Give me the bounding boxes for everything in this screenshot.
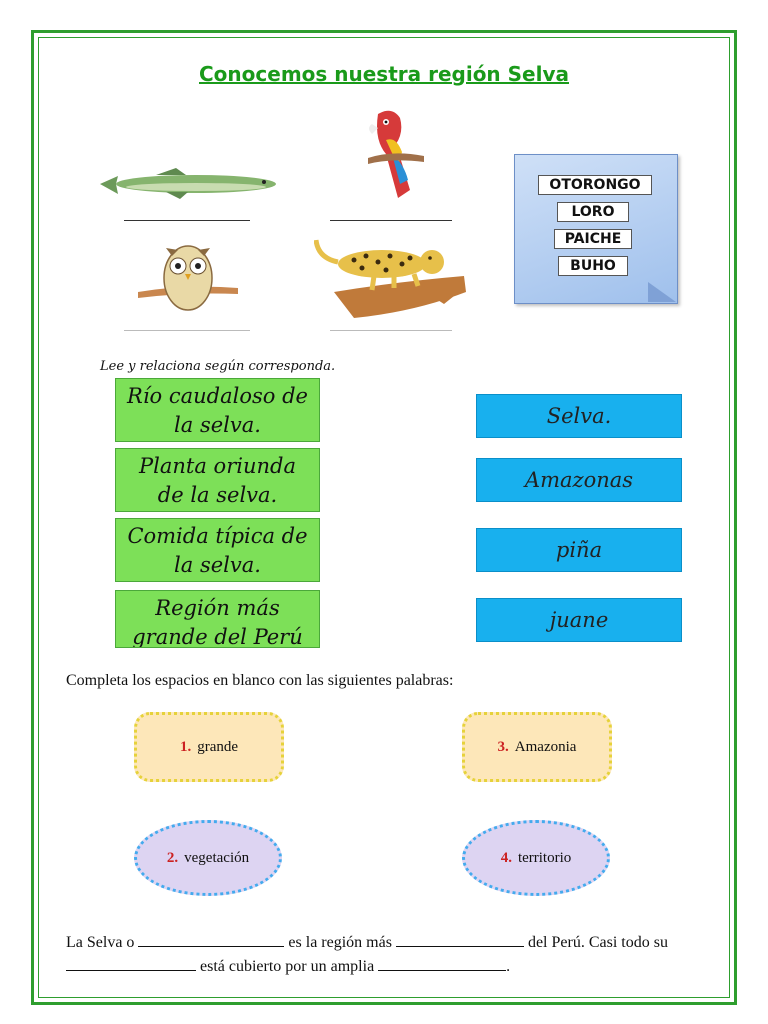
blank-field[interactable]: [138, 932, 284, 947]
word-bank-item: OTORONGO: [538, 175, 652, 195]
match-right-item: piña: [476, 528, 682, 572]
match-left-line2: la selva.: [174, 413, 261, 437]
matching-instruction: Lee y relaciona según corresponda.: [100, 359, 336, 374]
word-card-text: Amazonia: [514, 739, 577, 755]
answer-line: [124, 220, 250, 221]
match-left-line1: Planta oriunda: [139, 454, 296, 478]
match-left-line1: Río caudaloso de: [127, 384, 308, 408]
jaguar-image: [314, 232, 470, 320]
sentence-part: .: [506, 958, 511, 975]
answer-line: [124, 330, 250, 331]
word-card: [134, 712, 284, 782]
sentence-part: La Selva o: [66, 934, 135, 951]
word-bank-item: LORO: [557, 202, 629, 222]
answer-line: [330, 330, 452, 331]
sentence-part: del Perú. Casi todo su: [527, 934, 668, 951]
match-right-item: Amazonas: [476, 458, 682, 502]
word-card-number: 3.: [497, 739, 509, 755]
parrot-image: [352, 106, 432, 204]
match-left-line2: de la selva.: [157, 483, 278, 507]
match-left-item: [115, 448, 320, 512]
page-title: Conocemos nuestra región Selva: [199, 62, 569, 86]
word-card: [134, 820, 282, 896]
word-card-text: vegetación: [184, 850, 250, 866]
answer-line: [330, 220, 452, 221]
match-right-item: Selva.: [476, 394, 682, 438]
match-left-item: [115, 590, 320, 648]
fill-sentence-line2: [66, 956, 700, 976]
word-bank-item: PAICHE: [554, 229, 632, 249]
fish-image: [96, 166, 280, 206]
fill-sentence-line1: [66, 932, 700, 952]
word-card: [462, 712, 612, 782]
note-fold: [648, 282, 676, 302]
fill-instruction: Completa los espacios en blanco con las siguientes palabras:: [66, 672, 454, 689]
blank-field[interactable]: [378, 956, 506, 971]
word-card-text: grande: [197, 739, 239, 755]
word-card-number: 1.: [179, 739, 192, 755]
blank-field[interactable]: [396, 932, 524, 947]
sentence-part: está cubierto por un amplia: [200, 958, 375, 975]
word-bank-item: BUHO: [558, 256, 628, 276]
word-card-number: 2.: [166, 850, 179, 866]
word-card-number: 4.: [500, 850, 512, 866]
match-left-line2: grande del Perú: [132, 625, 303, 648]
match-left-item: [115, 378, 320, 442]
word-card: [462, 820, 610, 896]
match-right-item: juane: [476, 598, 682, 642]
blank-field[interactable]: [66, 956, 196, 971]
match-left-item: [115, 518, 320, 582]
match-left-line2: la selva.: [174, 553, 261, 577]
match-left-line1: Región más: [155, 596, 280, 620]
sentence-part: es la región más: [288, 934, 392, 951]
word-card-text: territorio: [517, 850, 572, 866]
match-left-line1: Comida típica de: [127, 524, 308, 548]
owl-image: [136, 242, 240, 320]
